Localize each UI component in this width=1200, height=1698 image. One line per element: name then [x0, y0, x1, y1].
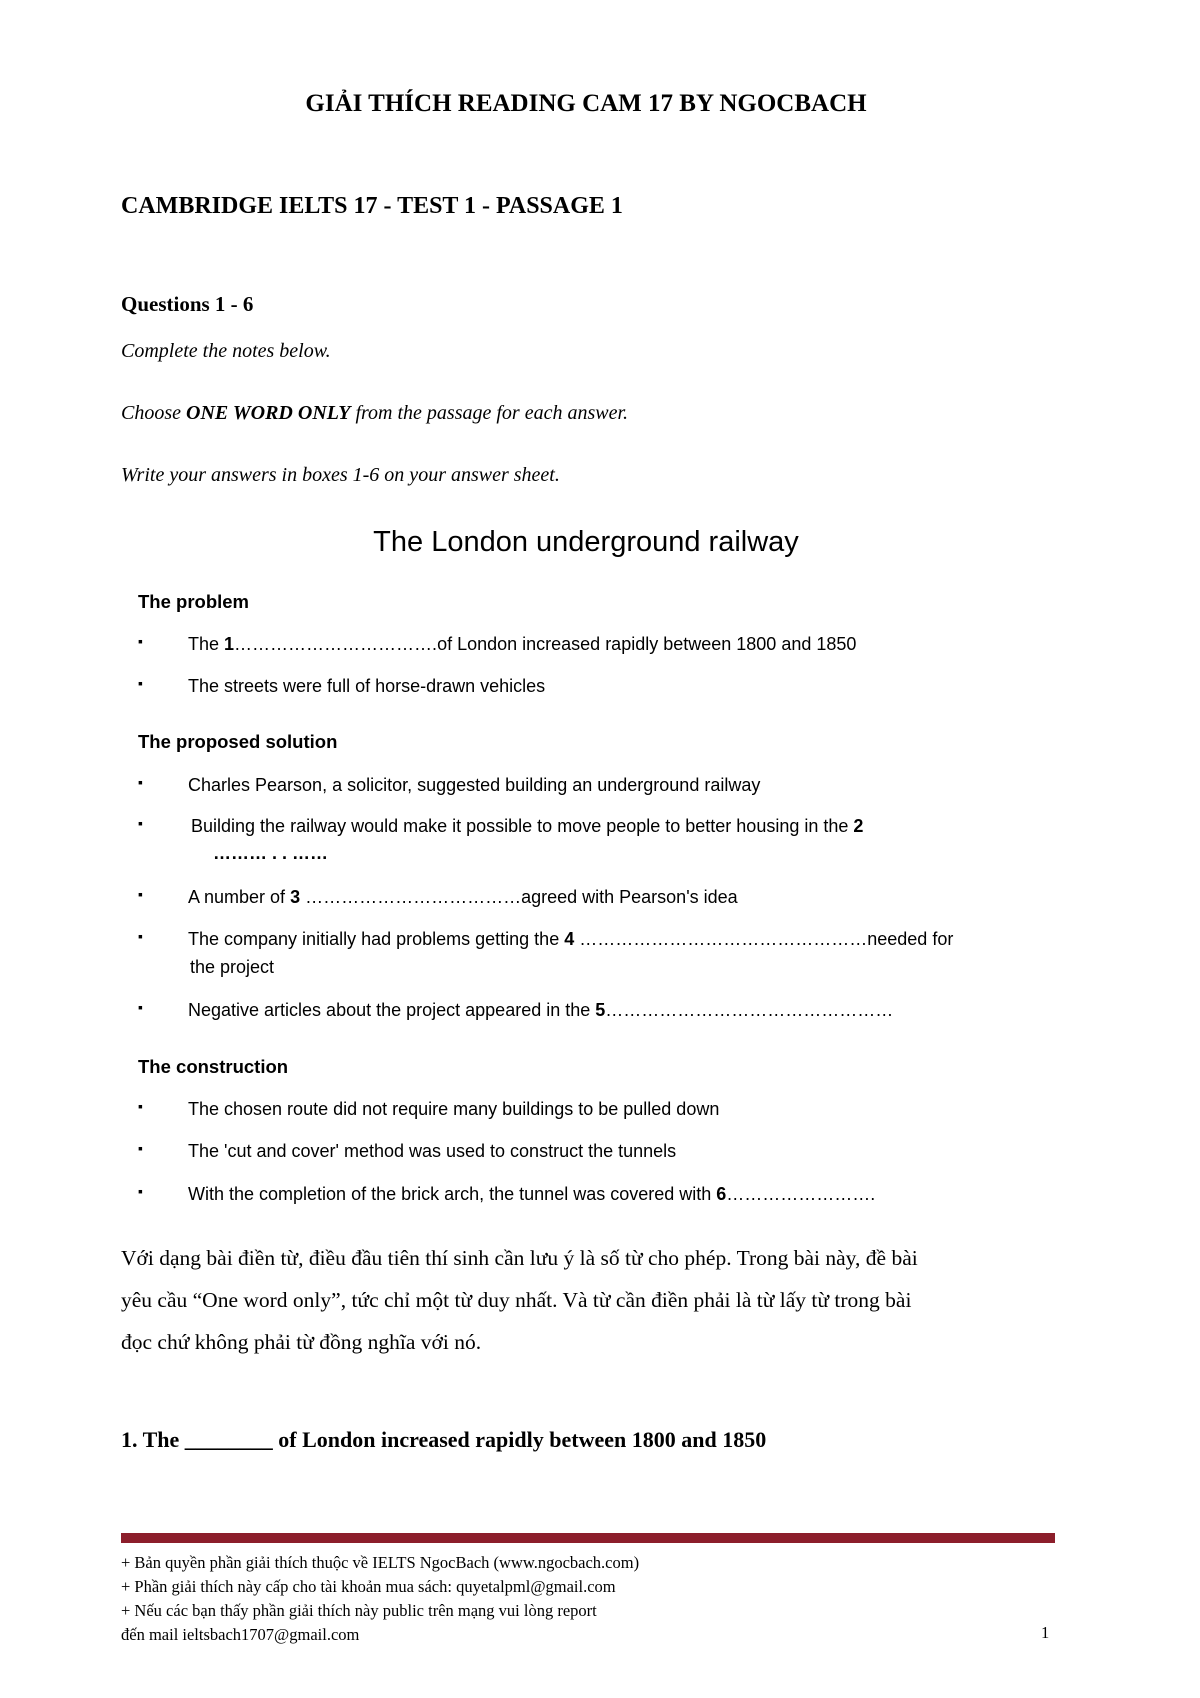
- answer-blank: …………………………………………: [574, 929, 868, 949]
- instruction-answer-boxes: Write your answers in boxes 1-6 on your answer sheet.: [121, 464, 560, 486]
- note-text-continued: the project: [190, 957, 275, 977]
- question-number: 2: [853, 816, 864, 836]
- instruction-word-limit: ONE WORD ONLY: [186, 402, 351, 424]
- bullet-icon: ▪: [138, 1098, 143, 1114]
- instruction-text: Choose: [121, 402, 186, 424]
- instruction-complete-notes: Complete the notes below.: [121, 340, 331, 362]
- explanation-line: đọc chứ không phải từ đồng nghĩa với nó.: [121, 1330, 482, 1354]
- instruction-choose-words: [121, 402, 628, 425]
- footer-divider: [121, 1533, 1055, 1543]
- footer-report-note: + Nếu các bạn thấy phần giải thích này public trên mạng vui lòng report: [121, 1601, 597, 1620]
- question-number: 3: [290, 887, 301, 907]
- footer-copyright: + Bản quyền phần giải thích thuộc về IELTS NgocBach (www.ngocbach.com): [121, 1553, 640, 1572]
- answer-blank: …………………….: [726, 1184, 876, 1204]
- note-text: With the completion of the brick arch, the tunnel was covered with 6…………………….: [188, 1184, 876, 1204]
- note-text: Charles Pearson, a solicitor, suggested building an underground railway: [188, 775, 761, 795]
- answer-blank: …………………………………………: [605, 1000, 894, 1020]
- bullet-icon: ▪: [138, 999, 143, 1015]
- bullet-icon: ▪: [138, 815, 143, 831]
- note-text: Building the railway would make it possible to move people to better housing in the 2: [191, 816, 864, 836]
- bullet-icon: ▪: [138, 633, 143, 649]
- footer-report-email: đến mail ieltsbach1707@gmail.com: [121, 1625, 360, 1644]
- note-text: The company initially had problems getting the 4 …………………………………………needed for: [188, 929, 954, 949]
- section-heading-construction: The construction: [138, 1056, 289, 1077]
- bullet-icon: ▪: [138, 886, 143, 902]
- section-heading-problem: The problem: [138, 591, 250, 612]
- bullet-icon: ▪: [138, 774, 143, 790]
- footer-license: + Phần giải thích này cấp cho tài khoản mua sách: quyetalpml@gmail.com: [121, 1577, 616, 1596]
- note-text: Negative articles about the project appeared in the 5…………………………………………: [188, 1000, 894, 1020]
- bullet-icon: ▪: [138, 675, 143, 691]
- note-text: The streets were full of horse-drawn vehicles: [188, 676, 546, 696]
- note-text: A number of 3 ………………………………agreed with Pearson's idea: [188, 887, 738, 907]
- section-heading-proposed-solution: The proposed solution: [138, 731, 338, 752]
- question-number: 5: [595, 1000, 606, 1020]
- document-title: GIẢI THÍCH READING CAM 17 BY NGOCBACH: [305, 90, 867, 117]
- note-text: The chosen route did not require many buildings to be pulled down: [188, 1099, 720, 1119]
- note-text: The 1…………………………….of London increased rapidly between 1800 and 1850: [188, 634, 857, 654]
- answer-blank: ……… . . ……: [213, 843, 329, 863]
- explanation-line: Với dạng bài điền từ, điều đầu tiên thí sinh cần lưu ý là số từ cho phép. Trong bài này, đề bài: [121, 1246, 918, 1270]
- question-number: 6: [716, 1184, 727, 1204]
- bullet-icon: ▪: [138, 1183, 143, 1199]
- bullet-icon: ▪: [138, 1140, 143, 1156]
- passage-heading: CAMBRIDGE IELTS 17 - TEST 1 - PASSAGE 1: [121, 193, 623, 219]
- instruction-text: from the passage for each answer.: [350, 402, 629, 424]
- explanation-line: yêu cầu “One word only”, tức chỉ một từ duy nhất. Và từ cần điền phải là từ lấy từ trong bài: [121, 1288, 912, 1312]
- notes-title: The London underground railway: [373, 526, 799, 558]
- answer-blank: ………………………………: [300, 887, 522, 907]
- bullet-icon: ▪: [138, 928, 143, 944]
- question-number: 1: [224, 634, 235, 654]
- page-number: 1: [1041, 1623, 1050, 1642]
- question-1-heading: 1. The ________ of London increased rapidly between 1800 and 1850: [121, 1427, 767, 1452]
- question-number: 4: [564, 929, 575, 949]
- note-text: The 'cut and cover' method was used to construct the tunnels: [188, 1141, 677, 1161]
- questions-heading: Questions 1 - 6: [121, 292, 254, 316]
- answer-blank: …………………………….: [234, 634, 438, 654]
